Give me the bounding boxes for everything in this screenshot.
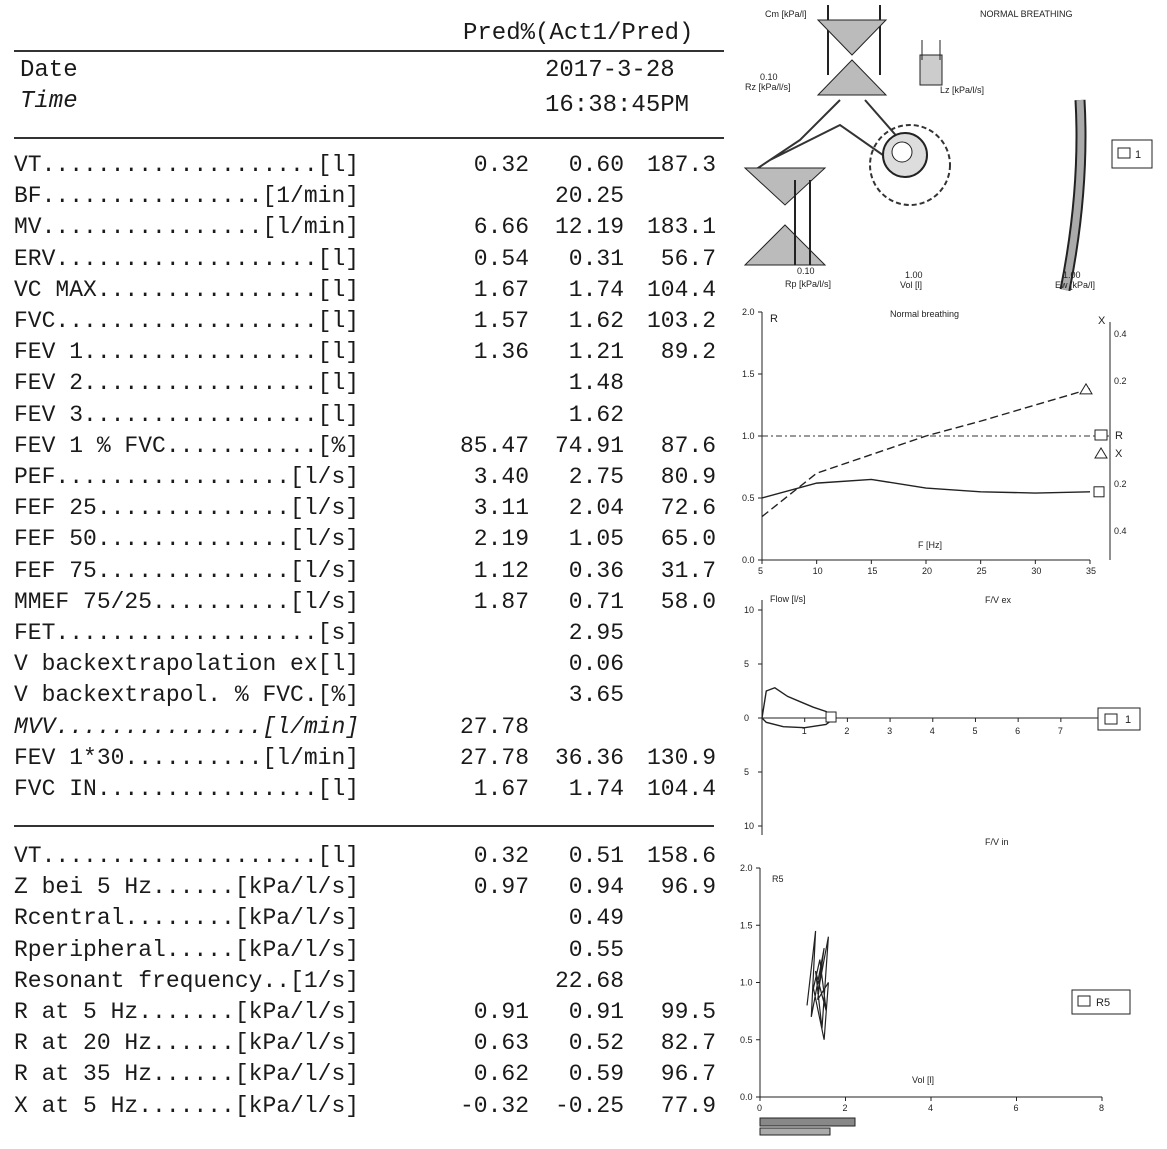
y-tick-label: 0 bbox=[744, 713, 750, 723]
y-axis-label: R5 bbox=[772, 874, 784, 884]
section-rule-2 bbox=[14, 825, 714, 827]
actual-value: 1.05 bbox=[568, 526, 624, 553]
row-label: Z bei 5 Hz......[kPa/l/s] bbox=[14, 874, 360, 901]
actual-value: 0.36 bbox=[568, 557, 624, 584]
predicted-value: 3.40 bbox=[473, 464, 529, 490]
row-label: BF................[1/min] bbox=[14, 183, 360, 210]
series-x-end-marker bbox=[1080, 384, 1092, 394]
series-r-end-marker bbox=[1094, 487, 1104, 497]
actual-value: 2.95 bbox=[568, 620, 624, 646]
y-tick-label: 2.0 bbox=[742, 307, 755, 317]
predicted-value: 0.97 bbox=[473, 874, 529, 901]
row-label: MV................[l/min] bbox=[14, 214, 360, 241]
actual-value: 0.52 bbox=[568, 1030, 624, 1057]
percent-predicted: 77.9 bbox=[660, 1092, 716, 1119]
row-label: MVV...............[l/min] bbox=[14, 713, 360, 740]
actual-value: 1.74 bbox=[568, 776, 624, 802]
rp-label: Rp [kPa/l/s] bbox=[785, 279, 832, 289]
row-label: FVC IN................[l] bbox=[14, 776, 360, 802]
row-label: PEF.................[l/s] bbox=[14, 464, 360, 490]
y-tick-label: 1.5 bbox=[740, 920, 753, 931]
row-label: R at 5 Hz.......[kPa/l/s] bbox=[14, 999, 360, 1025]
row-label: R at 35 Hz......[kPa/l/s] bbox=[14, 1061, 360, 1088]
predicted-value: 0.54 bbox=[473, 245, 529, 272]
actual-value: 1.21 bbox=[568, 339, 624, 366]
x-tick-label: 2 bbox=[842, 1103, 848, 1113]
predicted-value: -0.32 bbox=[459, 1092, 529, 1119]
series-r-line bbox=[762, 479, 1090, 498]
actual-value: 0.49 bbox=[568, 905, 624, 932]
actual-value: 1.62 bbox=[568, 308, 624, 334]
predicted-value: 0.32 bbox=[473, 843, 529, 869]
percent-predicted: 80.9 bbox=[660, 464, 716, 490]
legend-marker bbox=[1078, 996, 1090, 1006]
y-tick-label: 1.0 bbox=[740, 977, 753, 988]
predicted-value: 1.12 bbox=[473, 557, 529, 584]
legend-r-label: R bbox=[1115, 430, 1123, 442]
y-tick-label: 0.0 bbox=[740, 1092, 753, 1102]
y-right-tick-label: 0.2 bbox=[1114, 479, 1127, 489]
percent-predicted: 96.9 bbox=[660, 874, 716, 901]
percent-predicted: 99.5 bbox=[660, 999, 716, 1025]
actual-value: 0.94 bbox=[568, 874, 624, 901]
row-label: Rcentral........[kPa/l/s] bbox=[14, 905, 360, 932]
actual-value: 36.36 bbox=[554, 744, 624, 771]
x-tick-label: 15 bbox=[867, 566, 878, 576]
x-axis-label: F [Hz] bbox=[918, 540, 942, 550]
predicted-value: 0.62 bbox=[473, 1061, 529, 1088]
row-label: Rperipheral.....[kPa/l/s] bbox=[14, 936, 360, 963]
percent-predicted: 72.6 bbox=[660, 495, 716, 522]
progress-bar-top bbox=[760, 1118, 855, 1126]
y-right-tick-label: 0.2 bbox=[1114, 376, 1127, 386]
legend-x-label: X bbox=[1115, 448, 1123, 460]
r5-volume-trace bbox=[807, 931, 828, 1040]
percent-predicted: 104.4 bbox=[646, 276, 716, 303]
actual-value: 74.91 bbox=[554, 432, 624, 459]
y-tick-label: 0.5 bbox=[740, 1034, 753, 1045]
row-label: MMEF 75/25..........[l/s] bbox=[14, 588, 360, 615]
x-axis-label: Vol [l] bbox=[912, 1075, 935, 1085]
section-rule-1 bbox=[14, 137, 724, 139]
rx-frequency-chart bbox=[742, 307, 1127, 576]
rz-value: 0.10 bbox=[760, 72, 778, 82]
predicted-value: 1.36 bbox=[473, 339, 529, 366]
y-tick-label: 0.0 bbox=[742, 555, 755, 565]
actual-value: 0.60 bbox=[568, 152, 624, 178]
vol-value: 1.00 bbox=[905, 270, 923, 280]
y-tick-label: 5 bbox=[744, 767, 750, 777]
actual-value: 3.65 bbox=[568, 682, 624, 709]
chart-title: Normal breathing bbox=[890, 309, 960, 319]
percent-predicted: 87.6 bbox=[660, 432, 716, 459]
cm-label: Cm [kPa/l] bbox=[765, 9, 807, 19]
x-tick-label: 30 bbox=[1031, 566, 1042, 576]
y-right-tick-label: 0.4 bbox=[1114, 526, 1127, 536]
actual-value: 1.48 bbox=[568, 370, 624, 397]
predicted-value: 6.66 bbox=[473, 214, 529, 241]
x-tick-label: 6 bbox=[1015, 726, 1021, 736]
legend-label: R5 bbox=[1096, 997, 1111, 1009]
actual-value: 0.59 bbox=[568, 1061, 624, 1088]
x-tick-label: 7 bbox=[1057, 726, 1063, 736]
rp-value: 0.10 bbox=[797, 266, 815, 276]
series-end-marker bbox=[826, 712, 836, 722]
y-tick-label: 10 bbox=[744, 821, 755, 831]
row-label: FEF 75..............[l/s] bbox=[14, 557, 360, 584]
y-tick-label: 10 bbox=[744, 605, 755, 615]
predicted-value: 1.67 bbox=[473, 776, 529, 802]
row-label: VC MAX................[l] bbox=[14, 276, 360, 303]
progress-bar-bottom bbox=[760, 1128, 830, 1135]
legend-r-marker bbox=[1095, 430, 1107, 440]
x-tick-label: 2 bbox=[844, 726, 850, 736]
actual-value: 2.04 bbox=[568, 495, 624, 522]
row-label: VT....................[l] bbox=[14, 152, 360, 178]
actual-value: 0.31 bbox=[568, 245, 624, 272]
row-label: FEV 3.................[l] bbox=[14, 401, 360, 428]
date-label: Date bbox=[20, 57, 78, 84]
predicted-value: 1.87 bbox=[473, 588, 529, 615]
y-tick-label: 1.5 bbox=[742, 369, 755, 379]
chart-bottom-title: F/V in bbox=[985, 837, 1009, 847]
actual-value: 1.74 bbox=[568, 276, 624, 303]
predicted-value: 0.32 bbox=[473, 152, 529, 178]
percent-predicted: 58.0 bbox=[660, 588, 716, 615]
row-label: FEV 1 % FVC...........[%] bbox=[14, 432, 360, 459]
header-rule bbox=[14, 50, 724, 52]
x-tick-label: 35 bbox=[1086, 566, 1097, 576]
row-label: FEF 50..............[l/s] bbox=[14, 526, 360, 553]
chart-title: F/V ex bbox=[985, 595, 1012, 605]
lz-label: Lz [kPa/l/s] bbox=[940, 85, 985, 95]
row-label: FEV 1*30..........[l/min] bbox=[14, 744, 360, 771]
lung-model-title: NORMAL BREATHING bbox=[980, 9, 1073, 19]
predicted-value: 85.47 bbox=[459, 432, 529, 459]
x-tick-label: 25 bbox=[976, 566, 987, 576]
actual-value: 0.91 bbox=[568, 999, 624, 1025]
predicted-value: 27.78 bbox=[459, 744, 529, 771]
vol-label: Vol [l] bbox=[900, 280, 923, 290]
row-label: VT....................[l] bbox=[14, 843, 360, 869]
flow-volume-loop bbox=[762, 688, 835, 728]
percent-predicted: 89.2 bbox=[660, 339, 716, 366]
x-tick-label: 20 bbox=[922, 566, 933, 576]
row-label: X at 5 Hz.......[kPa/l/s] bbox=[14, 1092, 360, 1119]
ew-label: Ew [kPa/l] bbox=[1055, 280, 1096, 290]
actual-value: 2.75 bbox=[568, 464, 624, 490]
row-label: FET...................[s] bbox=[14, 620, 360, 646]
y-tick-label: 5 bbox=[744, 659, 750, 669]
row-label: FEV 1.................[l] bbox=[14, 339, 360, 366]
right-axis-label: X bbox=[1098, 315, 1106, 327]
lung-model-legend: 1 bbox=[1135, 149, 1142, 161]
column-title: Pred%(Act1/Pred) bbox=[463, 20, 694, 47]
percent-predicted: 56.7 bbox=[660, 245, 716, 272]
row-label: Resonant frequency..[1/s] bbox=[14, 967, 360, 994]
series-x-line bbox=[762, 389, 1090, 517]
plots-svg bbox=[740, 0, 1167, 1149]
x-tick-label: 4 bbox=[929, 726, 935, 736]
percent-predicted: 31.7 bbox=[660, 557, 716, 584]
predicted-value: 3.11 bbox=[473, 495, 529, 522]
y-tick-label: 0.5 bbox=[742, 493, 755, 503]
actual-value: 22.68 bbox=[554, 967, 624, 994]
percent-predicted: 183.1 bbox=[646, 214, 716, 241]
percent-predicted: 130.9 bbox=[646, 744, 716, 771]
x-tick-label: 5 bbox=[972, 726, 978, 736]
predicted-value: 0.63 bbox=[473, 1030, 529, 1057]
legend-marker bbox=[1105, 714, 1117, 724]
y-axis-label: Flow [l/s] bbox=[770, 594, 806, 604]
r5-volume-chart bbox=[740, 863, 1130, 1135]
row-label: V backextrapol. % FVC.[%] bbox=[14, 682, 360, 709]
lung-model-diagram bbox=[745, 5, 1152, 290]
left-axis-label: R bbox=[770, 313, 778, 325]
actual-value: 20.25 bbox=[554, 183, 624, 210]
legend-x-marker bbox=[1095, 448, 1107, 458]
predicted-value: 0.91 bbox=[473, 999, 529, 1025]
x-tick-label: 4 bbox=[928, 1103, 934, 1113]
x-tick-label: 3 bbox=[887, 726, 893, 736]
percent-predicted: 82.7 bbox=[660, 1030, 716, 1057]
plots-panel bbox=[740, 0, 1167, 1149]
ew-value: 1.00 bbox=[1063, 270, 1081, 280]
y-right-tick-label: 0.4 bbox=[1114, 329, 1127, 339]
x-tick-label: 5 bbox=[758, 566, 764, 576]
x-tick-label: 8 bbox=[1099, 1103, 1105, 1113]
percent-predicted: 103.2 bbox=[646, 308, 716, 334]
predicted-value: 2.19 bbox=[473, 526, 529, 553]
actual-value: 0.71 bbox=[568, 588, 624, 615]
actual-value: 0.06 bbox=[568, 651, 624, 678]
x-tick-label: 10 bbox=[812, 566, 823, 576]
flow-volume-chart bbox=[744, 594, 1140, 847]
actual-value: 1.62 bbox=[568, 401, 624, 428]
time-label: Time bbox=[20, 88, 78, 115]
percent-predicted: 96.7 bbox=[660, 1061, 716, 1088]
row-label: ERV...................[l] bbox=[14, 245, 360, 272]
row-label: V backextrapolation ex[l] bbox=[14, 651, 360, 678]
actual-value: 0.55 bbox=[568, 936, 624, 963]
percent-predicted: 158.6 bbox=[646, 843, 716, 869]
x-tick-label: 0 bbox=[757, 1103, 763, 1113]
legend-label: 1 bbox=[1125, 714, 1132, 726]
row-label: FEF 25..............[l/s] bbox=[14, 495, 360, 522]
y-tick-label: 2.0 bbox=[740, 863, 753, 873]
percent-predicted: 104.4 bbox=[646, 776, 716, 802]
percent-predicted: 65.0 bbox=[660, 526, 716, 553]
actual-value: 12.19 bbox=[554, 214, 624, 241]
row-label: FVC...................[l] bbox=[14, 308, 360, 334]
time-value: 16:38:45PM bbox=[545, 92, 690, 119]
rz-label: Rz [kPa/l/s] bbox=[745, 82, 791, 92]
x-tick-label: 6 bbox=[1013, 1103, 1019, 1113]
date-value: 2017-3-28 bbox=[545, 57, 675, 84]
y-tick-label: 1.0 bbox=[742, 431, 755, 441]
actual-value: -0.25 bbox=[554, 1092, 624, 1119]
predicted-value: 27.78 bbox=[459, 713, 529, 740]
x-tick-label: 1 bbox=[801, 726, 807, 736]
actual-value: 0.51 bbox=[568, 843, 624, 869]
legend-box bbox=[1098, 708, 1140, 730]
percent-predicted: 187.3 bbox=[646, 152, 716, 178]
row-label: FEV 2.................[l] bbox=[14, 370, 360, 397]
predicted-value: 1.67 bbox=[473, 276, 529, 303]
predicted-value: 1.57 bbox=[473, 308, 529, 334]
row-label: R at 20 Hz......[kPa/l/s] bbox=[14, 1030, 360, 1057]
